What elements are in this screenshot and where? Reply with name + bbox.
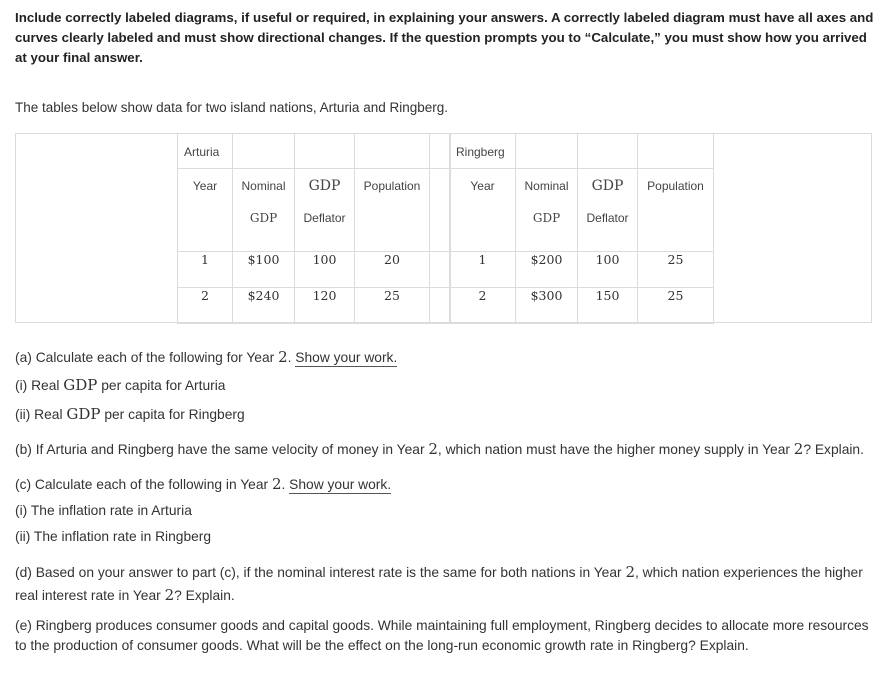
arturia-col-nominal-gdp: Nominal GDP bbox=[233, 169, 295, 252]
question-c: (c) Calculate each of the following in Year 2. Show your work. bbox=[15, 475, 392, 493]
question-a-i: (i) Real GDP per capita for Arturia bbox=[15, 376, 226, 394]
ringberg-col-nominal-gdp: Nominal GDP bbox=[516, 169, 578, 252]
arturia-table bbox=[177, 133, 430, 324]
show-work-link: Show your work. bbox=[289, 477, 392, 492]
question-c-i: (i) The inflation rate in Arturia bbox=[15, 503, 192, 518]
ringberg-col-year: Year bbox=[450, 169, 516, 252]
instructions: Include correctly labeled diagrams, if useful or required, in explaining your answers. A correctly labeled diagram must have all axes and curves clearly labeled and must show directional changes. If the question prompts you to “Calculate,” you must show how you arrived at your final answer. bbox=[15, 10, 874, 65]
ringberg-col-gdp-deflator: GDP Deflator bbox=[578, 169, 638, 252]
question-e: (e) Ringberg produces consumer goods and capital goods. While maintaining full employment, Ringberg decides to allocate more resources to the production of consumer goods. What will be the effect on the long-run economic growth rate in Ringberg? Explain. bbox=[15, 618, 869, 653]
table-row: 1 $100 100 20 bbox=[178, 252, 430, 288]
arturia-col-population: Population bbox=[355, 169, 430, 252]
show-work-link: Show your work. bbox=[295, 350, 398, 365]
question-b: (b) If Arturia and Ringberg have the same velocity of money in Year 2, which nation must have the higher money supply in Year 2? Explain. bbox=[15, 440, 864, 458]
question-d: (d) Based on your answer to part (c), if the nominal interest rate is the same for both nations in Year 2, which nation experiences the higher real interest rate in Year 2? Explain. bbox=[15, 563, 863, 604]
table-row: 2 $300 150 25 bbox=[450, 288, 714, 324]
tables-container bbox=[15, 133, 872, 323]
question-c-ii: (ii) The inflation rate in Ringberg bbox=[15, 529, 212, 544]
lead-sentence: The tables below show data for two island nations, Arturia and Ringberg. bbox=[15, 100, 449, 115]
table-row: 1 $200 100 25 bbox=[450, 252, 714, 288]
table-spacer bbox=[429, 133, 451, 324]
arturia-table-title: Arturia bbox=[178, 134, 233, 169]
ringberg-table-title: Ringberg bbox=[450, 134, 516, 169]
arturia-col-gdp-deflator: GDP Deflator bbox=[295, 169, 355, 252]
question-a-ii: (ii) Real GDP per capita for Ringberg bbox=[15, 405, 245, 423]
arturia-col-year: Year bbox=[178, 169, 233, 252]
ringberg-col-population: Population bbox=[638, 169, 714, 252]
ringberg-table bbox=[449, 133, 714, 324]
table-row: 2 $240 120 25 bbox=[178, 288, 430, 324]
question-a: (a) Calculate each of the following for Year 2. Show your work. bbox=[15, 348, 398, 366]
